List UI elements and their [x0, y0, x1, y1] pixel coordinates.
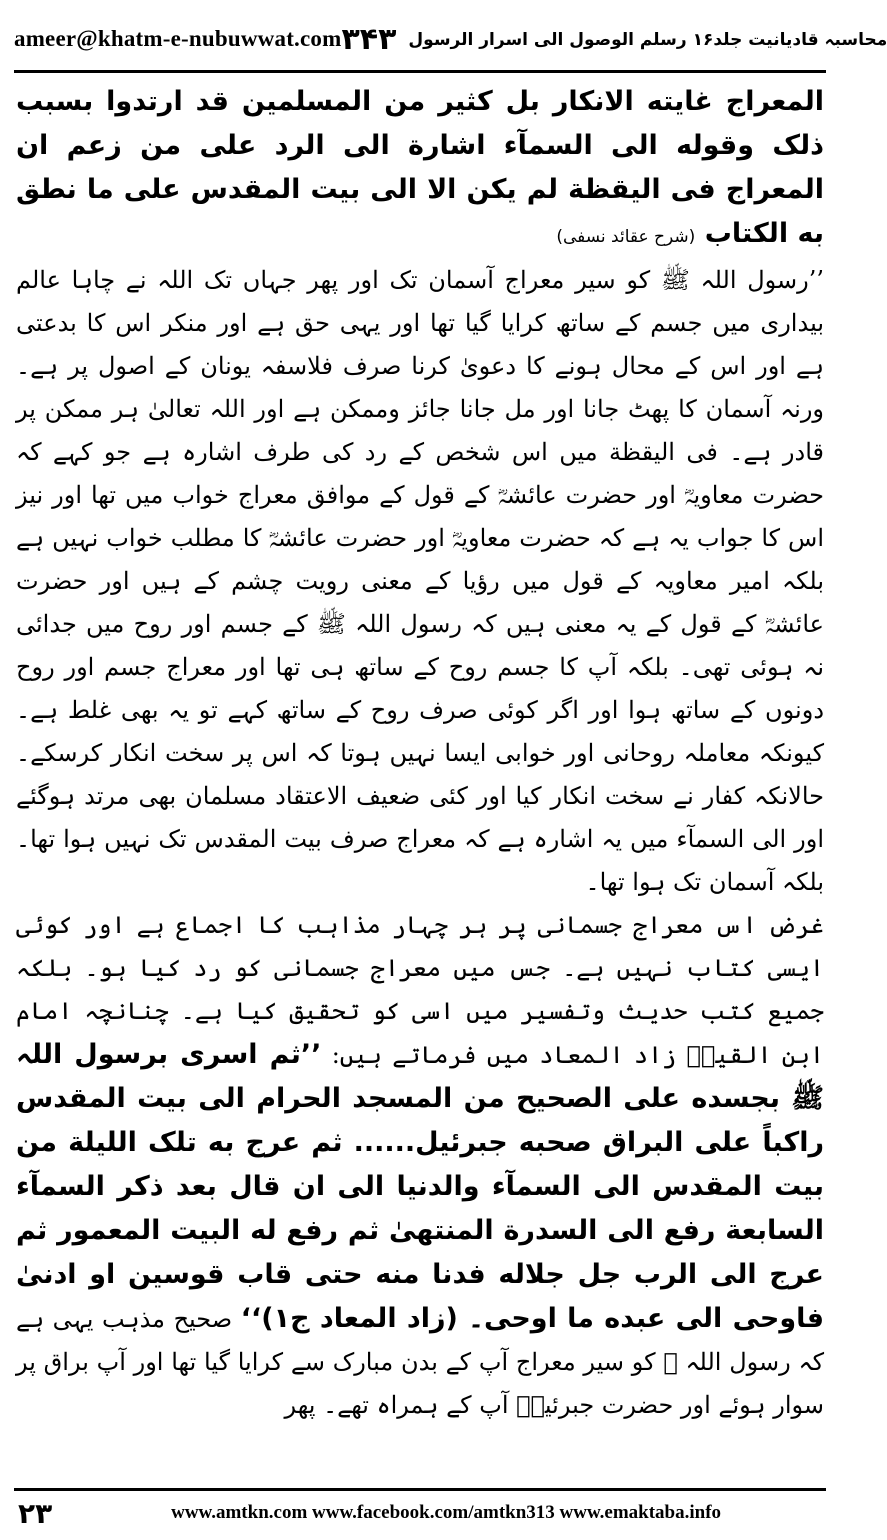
- page-footer: [14, 1488, 826, 1535]
- page-header: [14, 8, 887, 73]
- urdu-translation-paragraph: ’’رسول اللہ ﷺ کو سیر معراج آسمان تک اور پھر جہاں تک اللہ نے چاہا عالم بیداری میں جسم کے ساتھ کرایا گیا تھا اور یہی حق ہے اور منکر اس کا بدعتی ہے اور اس کے محال ہونے کا دعویٰ کرنا صرف فلاسفہ یونان کے اصول پر ہے۔ ورنہ آسمان کا پھٹ جانا اور مل جانا جائز وممکن ہے اور اللہ تعالیٰ ہر ممکن پر قادر ہے۔ فی الیقظة میں اس شخص کے رد کی طرف اشارہ ہے جو کہے کہ حضرت معاویہؓ اور حضرت عائشہؓ کے قول کے موافق معراج خواب میں تھا اور نیز اس کا جواب یہ ہے کہ حضرت معاویہؓ اور حضرت عائشہؓ کا مطلب خواب نہیں ہے بلکہ امیر معاویہ کے قول میں رؤیا کے معنی رویت چشم کے ہیں اور حضرت عائشہؓ کے قول کے یہ معنی ہیں کہ رسول اللہ ﷺ کے جسم اور روح میں جدائی نہ ہوئی تھی۔ بلکہ آپ کا جسم روح کے ساتھ ہی تھا اور معراج جسم اور روح دونوں کے ساتھ ہوا اور اگر کوئی صرف روح کے ساتھ کہے تو یہ بھی غلط ہے۔ کیونکہ معاملہ روحانی اور خوابی ایسا نہیں ہوتا کہ اس پر سخت انکار کرسکے۔ حالانکہ کفار نے سخت انکار کیا اور کئی ضعیف الاعتقاد مسلمان بھی مرتد ہوگئے اور الی السمآء میں یہ اشارہ ہے کہ معراج صرف بیت المقدس تک نہیں ہوا تھا۔ بلکہ آسمان تک ہوا تھا۔: [16, 266, 825, 896]
- header-email: ameer@khatm-e-nubuwwat.com: [14, 26, 342, 51]
- consensus-tail-text: صحیح مذہب یہی ہے کہ رسول اللہ ﷺ کو سیر معراج آپ کے بدن مبارک سے کرایا گیا تھا اور آپ براق پر سوار ہوئے اور حضرت جبرئیلؑ آپ کے ہمراہ تھے۔ پھر: [16, 1305, 824, 1419]
- footer-websites: www.amtkn.com www.facebook.com/amtkn313 www.emaktaba.info: [171, 1502, 722, 1523]
- header-page-number: ۳۴۳: [341, 21, 397, 57]
- consensus-paragraph: [16, 904, 824, 1427]
- arabic-quote-paragraph: [16, 80, 824, 259]
- zad-al-maad-quote: ’’ثم اسری برسول اللہ ﷺ بجسده علی الصحیح من المسجد الحرام الی بیت المقدس راکباً علی البراق صحبه جبرئیل...... ثم عرج به تلک اللیلة من بیت المقدس الی السمآء والدنیا الی ان قال بعد ذکر السمآء السابعة رفع الی السدرة المنتهیٰ ثم رفع له البیت المعمور ثم عرج الی الرب جل جلاله فدنا منه حتی قاب قوسین او ادنیٰ فاوحی الی عبده ما اوحی۔ (زاد المعاد ج۱)‘‘: [16, 1039, 824, 1334]
- consensus-text: غرض اس معراج جسمانی پر ہر چہار مذاہب کا اجماع ہے اور کوئی ایسی کتاب نہیں ہے۔ جس میں معراج جسمانی کو رد کیا ہو۔ بلکہ جمیع کتب حدیث وتفسیر میں اسی کو تحقیق کیا ہے۔ چنانچہ امام ابن القیمؒ زاد المعاد میں فرماتے ہیں:: [16, 911, 824, 1069]
- source-citation: (شرح عقائد نسفی): [556, 227, 696, 247]
- footer-page-number: ۲۳: [18, 1496, 53, 1530]
- header-right: [341, 22, 887, 57]
- header-book-title: محاسبہ قادیانیت جلد۱۶ رسلم الوصول الی اسرار الرسول: [408, 29, 887, 50]
- arabic-quote-text: المعراج غایته الانکار بل کثیر من المسلمین قد ارتدوا بسبب ذلک وقوله الی السمآء اشارة الی الرد علی من زعم ان المعراج فی الیقظة لم یکن الا الی بیت المقدس علی ما نطق به الکتاب: [16, 86, 824, 249]
- page-body: [16, 80, 824, 1470]
